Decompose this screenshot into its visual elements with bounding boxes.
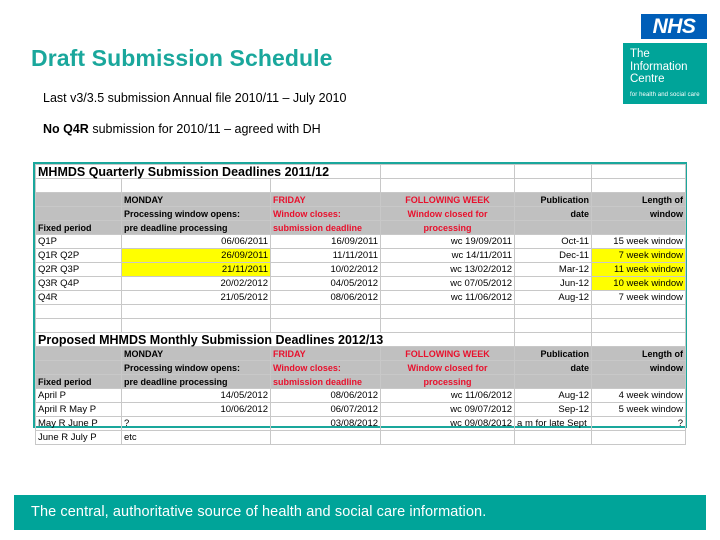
gap-cell bbox=[381, 319, 515, 333]
gap-cell bbox=[122, 319, 271, 333]
quarterly-banner-pad-2 bbox=[515, 165, 592, 179]
q-monday: 26/09/2011 bbox=[122, 249, 271, 263]
q-hdr-period: Fixed period bbox=[36, 221, 122, 235]
empty-cell bbox=[381, 179, 515, 193]
m-publication bbox=[515, 431, 592, 445]
logo-line-centre: Centre bbox=[630, 73, 665, 85]
quarterly-header-row-2 bbox=[36, 207, 686, 221]
empty-cell bbox=[381, 305, 515, 319]
q-friday: 11/11/2011 bbox=[271, 249, 381, 263]
m-hdr-period-blank bbox=[36, 347, 122, 361]
q-length: 10 week window bbox=[592, 277, 686, 291]
m-period: April P bbox=[36, 389, 122, 403]
m-hdr-monday-l2: Processing window opens: bbox=[122, 361, 271, 375]
table-row bbox=[36, 263, 686, 277]
quarterly-banner-row bbox=[36, 165, 686, 179]
m-monday: ? bbox=[122, 417, 271, 431]
q-following: wc 14/11/2011 bbox=[381, 249, 515, 263]
q-hdr-length-l1: Length of bbox=[592, 193, 686, 207]
q-period: Q2R Q3P bbox=[36, 263, 122, 277]
m-publication: Sep-12 bbox=[515, 403, 592, 417]
q-length: 11 week window bbox=[592, 263, 686, 277]
empty-cell bbox=[122, 179, 271, 193]
logo-strapline: for health and social care bbox=[630, 91, 700, 98]
q-following: wc 11/06/2012 bbox=[381, 291, 515, 305]
q-length: 7 week window bbox=[592, 249, 686, 263]
quarterly-banner-pad-1 bbox=[381, 165, 515, 179]
m-following: wc 11/06/2012 bbox=[381, 389, 515, 403]
m-hdr-following-l3: processing bbox=[381, 375, 515, 389]
q-friday: 10/02/2012 bbox=[271, 263, 381, 277]
empty-cell bbox=[122, 305, 271, 319]
q-hdr-length-blank bbox=[592, 221, 686, 235]
q-publication: Mar-12 bbox=[515, 263, 592, 277]
monthly-header-row-3 bbox=[36, 375, 686, 389]
m-period: April R May P bbox=[36, 403, 122, 417]
nhs-information-centre-logo bbox=[623, 14, 707, 104]
table-row bbox=[36, 431, 686, 445]
table-row bbox=[36, 403, 686, 417]
gap-cell bbox=[592, 319, 686, 333]
q-friday: 04/05/2012 bbox=[271, 277, 381, 291]
q-publication: Dec-11 bbox=[515, 249, 592, 263]
bullet-no-q4r-rest: submission for 2010/11 – agreed with DH bbox=[88, 122, 321, 136]
q-hdr-publication-l1: Publication bbox=[515, 193, 592, 207]
q-publication: Jun-12 bbox=[515, 277, 592, 291]
q-length: 15 week window bbox=[592, 235, 686, 249]
m-hdr-length-l2: window bbox=[592, 361, 686, 375]
m-friday bbox=[271, 431, 381, 445]
quarterly-empty-row bbox=[36, 179, 686, 193]
q-following: wc 19/09/2011 bbox=[381, 235, 515, 249]
m-hdr-publication-l3 bbox=[515, 375, 592, 389]
nhs-logo-badge: NHS bbox=[641, 14, 707, 39]
q-friday: 08/06/2012 bbox=[271, 291, 381, 305]
m-period: June R July P bbox=[36, 431, 122, 445]
m-publication: a m for late Sept bbox=[515, 417, 592, 431]
logo-line-the: The bbox=[630, 48, 650, 60]
q-monday: 06/06/2011 bbox=[122, 235, 271, 249]
table-gap-row bbox=[36, 319, 686, 333]
gap-cell bbox=[515, 319, 592, 333]
q-period: Q4R bbox=[36, 291, 122, 305]
m-hdr-friday-l1: FRIDAY bbox=[271, 347, 381, 361]
table-row bbox=[36, 235, 686, 249]
m-publication: Aug-12 bbox=[515, 389, 592, 403]
q-period: Q1R Q2P bbox=[36, 249, 122, 263]
m-hdr-period: Fixed period bbox=[36, 375, 122, 389]
table-row bbox=[36, 249, 686, 263]
m-friday: 06/07/2012 bbox=[271, 403, 381, 417]
bullet-no-q4r bbox=[43, 122, 321, 136]
table-row bbox=[36, 417, 686, 431]
q-hdr-period-blank-2 bbox=[36, 207, 122, 221]
logo-line-information: Information bbox=[630, 60, 688, 73]
q-length: 7 week window bbox=[592, 291, 686, 305]
q-hdr-length-l2: window bbox=[592, 207, 686, 221]
q-hdr-publication-blank bbox=[515, 221, 592, 235]
empty-cell bbox=[515, 179, 592, 193]
q-hdr-friday-l2: Window closes: bbox=[271, 207, 381, 221]
bullet-no-q4r-bold: No Q4R bbox=[43, 122, 89, 136]
q-hdr-publication-l2: date bbox=[515, 207, 592, 221]
m-hdr-monday-l3: pre deadline processing bbox=[122, 375, 271, 389]
m-length: ? bbox=[592, 417, 686, 431]
q-monday: 21/11/2011 bbox=[122, 263, 271, 277]
monthly-header-row-2 bbox=[36, 361, 686, 375]
m-following bbox=[381, 431, 515, 445]
m-hdr-publication-l1: Publication bbox=[515, 347, 592, 361]
m-following: wc 09/07/2012 bbox=[381, 403, 515, 417]
submission-deadlines-table bbox=[35, 164, 686, 445]
q-monday: 21/05/2012 bbox=[122, 291, 271, 305]
m-hdr-following-l2: Window closed for bbox=[381, 361, 515, 375]
monthly-banner-pad-1 bbox=[515, 333, 592, 347]
m-length: 4 week window bbox=[592, 389, 686, 403]
table-row bbox=[36, 277, 686, 291]
quarterly-banner-pad-3 bbox=[592, 165, 686, 179]
m-friday: 03/08/2012 bbox=[271, 417, 381, 431]
q-hdr-friday-l3: submission deadline bbox=[271, 221, 381, 235]
m-monday: 10/06/2012 bbox=[122, 403, 271, 417]
empty-cell bbox=[271, 179, 381, 193]
m-following: wc 09/08/2012 bbox=[381, 417, 515, 431]
gap-cell bbox=[36, 319, 122, 333]
m-hdr-publication-l2: date bbox=[515, 361, 592, 375]
m-hdr-length-l3 bbox=[592, 375, 686, 389]
bullet-last-submission: Last v3/3.5 submission Annual file 2010/11 – July 2010 bbox=[43, 91, 347, 105]
m-hdr-period-blank-2 bbox=[36, 361, 122, 375]
footer-banner: The central, authoritative source of health and social care information. bbox=[14, 495, 706, 530]
q-period: Q3R Q4P bbox=[36, 277, 122, 291]
monthly-header-row-1 bbox=[36, 347, 686, 361]
empty-cell bbox=[271, 305, 381, 319]
m-period: May R June P bbox=[36, 417, 122, 431]
embedded-spreadsheet-object[interactable] bbox=[33, 162, 687, 443]
m-length: 5 week window bbox=[592, 403, 686, 417]
between-tables-empty-row bbox=[36, 305, 686, 319]
q-hdr-monday-l2: Processing window opens: bbox=[122, 207, 271, 221]
q-hdr-monday-l1: MONDAY bbox=[122, 193, 271, 207]
empty-cell bbox=[592, 179, 686, 193]
monthly-banner-row bbox=[36, 333, 686, 347]
quarterly-header-row-3 bbox=[36, 221, 686, 235]
m-hdr-friday-l3: submission deadline bbox=[271, 375, 381, 389]
m-monday: etc bbox=[122, 431, 271, 445]
q-period: Q1P bbox=[36, 235, 122, 249]
q-hdr-friday-l1: FRIDAY bbox=[271, 193, 381, 207]
monthly-banner-pad-2 bbox=[592, 333, 686, 347]
q-publication: Aug-12 bbox=[515, 291, 592, 305]
gap-cell bbox=[271, 319, 381, 333]
q-friday: 16/09/2011 bbox=[271, 235, 381, 249]
q-hdr-following-l2: Window closed for bbox=[381, 207, 515, 221]
information-centre-block bbox=[623, 43, 707, 104]
table-row bbox=[36, 389, 686, 403]
m-hdr-following-l1: FOLLOWING WEEK bbox=[381, 347, 515, 361]
table-row bbox=[36, 291, 686, 305]
monthly-banner: Proposed MHMDS Monthly Submission Deadlines 2012/13 bbox=[36, 333, 515, 347]
quarterly-banner: MHMDS Quarterly Submission Deadlines 2011/12 bbox=[36, 165, 381, 179]
m-hdr-monday-l1: MONDAY bbox=[122, 347, 271, 361]
page-title: Draft Submission Schedule bbox=[31, 45, 333, 71]
m-friday: 08/06/2012 bbox=[271, 389, 381, 403]
quarterly-header-row-1 bbox=[36, 193, 686, 207]
m-length bbox=[592, 431, 686, 445]
empty-cell bbox=[592, 305, 686, 319]
m-hdr-length-l1: Length of bbox=[592, 347, 686, 361]
m-monday: 14/05/2012 bbox=[122, 389, 271, 403]
q-following: wc 07/05/2012 bbox=[381, 277, 515, 291]
empty-cell bbox=[36, 305, 122, 319]
empty-cell bbox=[515, 305, 592, 319]
q-hdr-monday-l3: pre deadline processing bbox=[122, 221, 271, 235]
q-following: wc 13/02/2012 bbox=[381, 263, 515, 277]
q-hdr-following-l3: processing bbox=[381, 221, 515, 235]
q-publication: Oct-11 bbox=[515, 235, 592, 249]
empty-cell bbox=[36, 179, 122, 193]
q-hdr-period-blank bbox=[36, 193, 122, 207]
q-hdr-following-l1: FOLLOWING WEEK bbox=[381, 193, 515, 207]
q-monday: 20/02/2012 bbox=[122, 277, 271, 291]
m-hdr-friday-l2: Window closes: bbox=[271, 361, 381, 375]
